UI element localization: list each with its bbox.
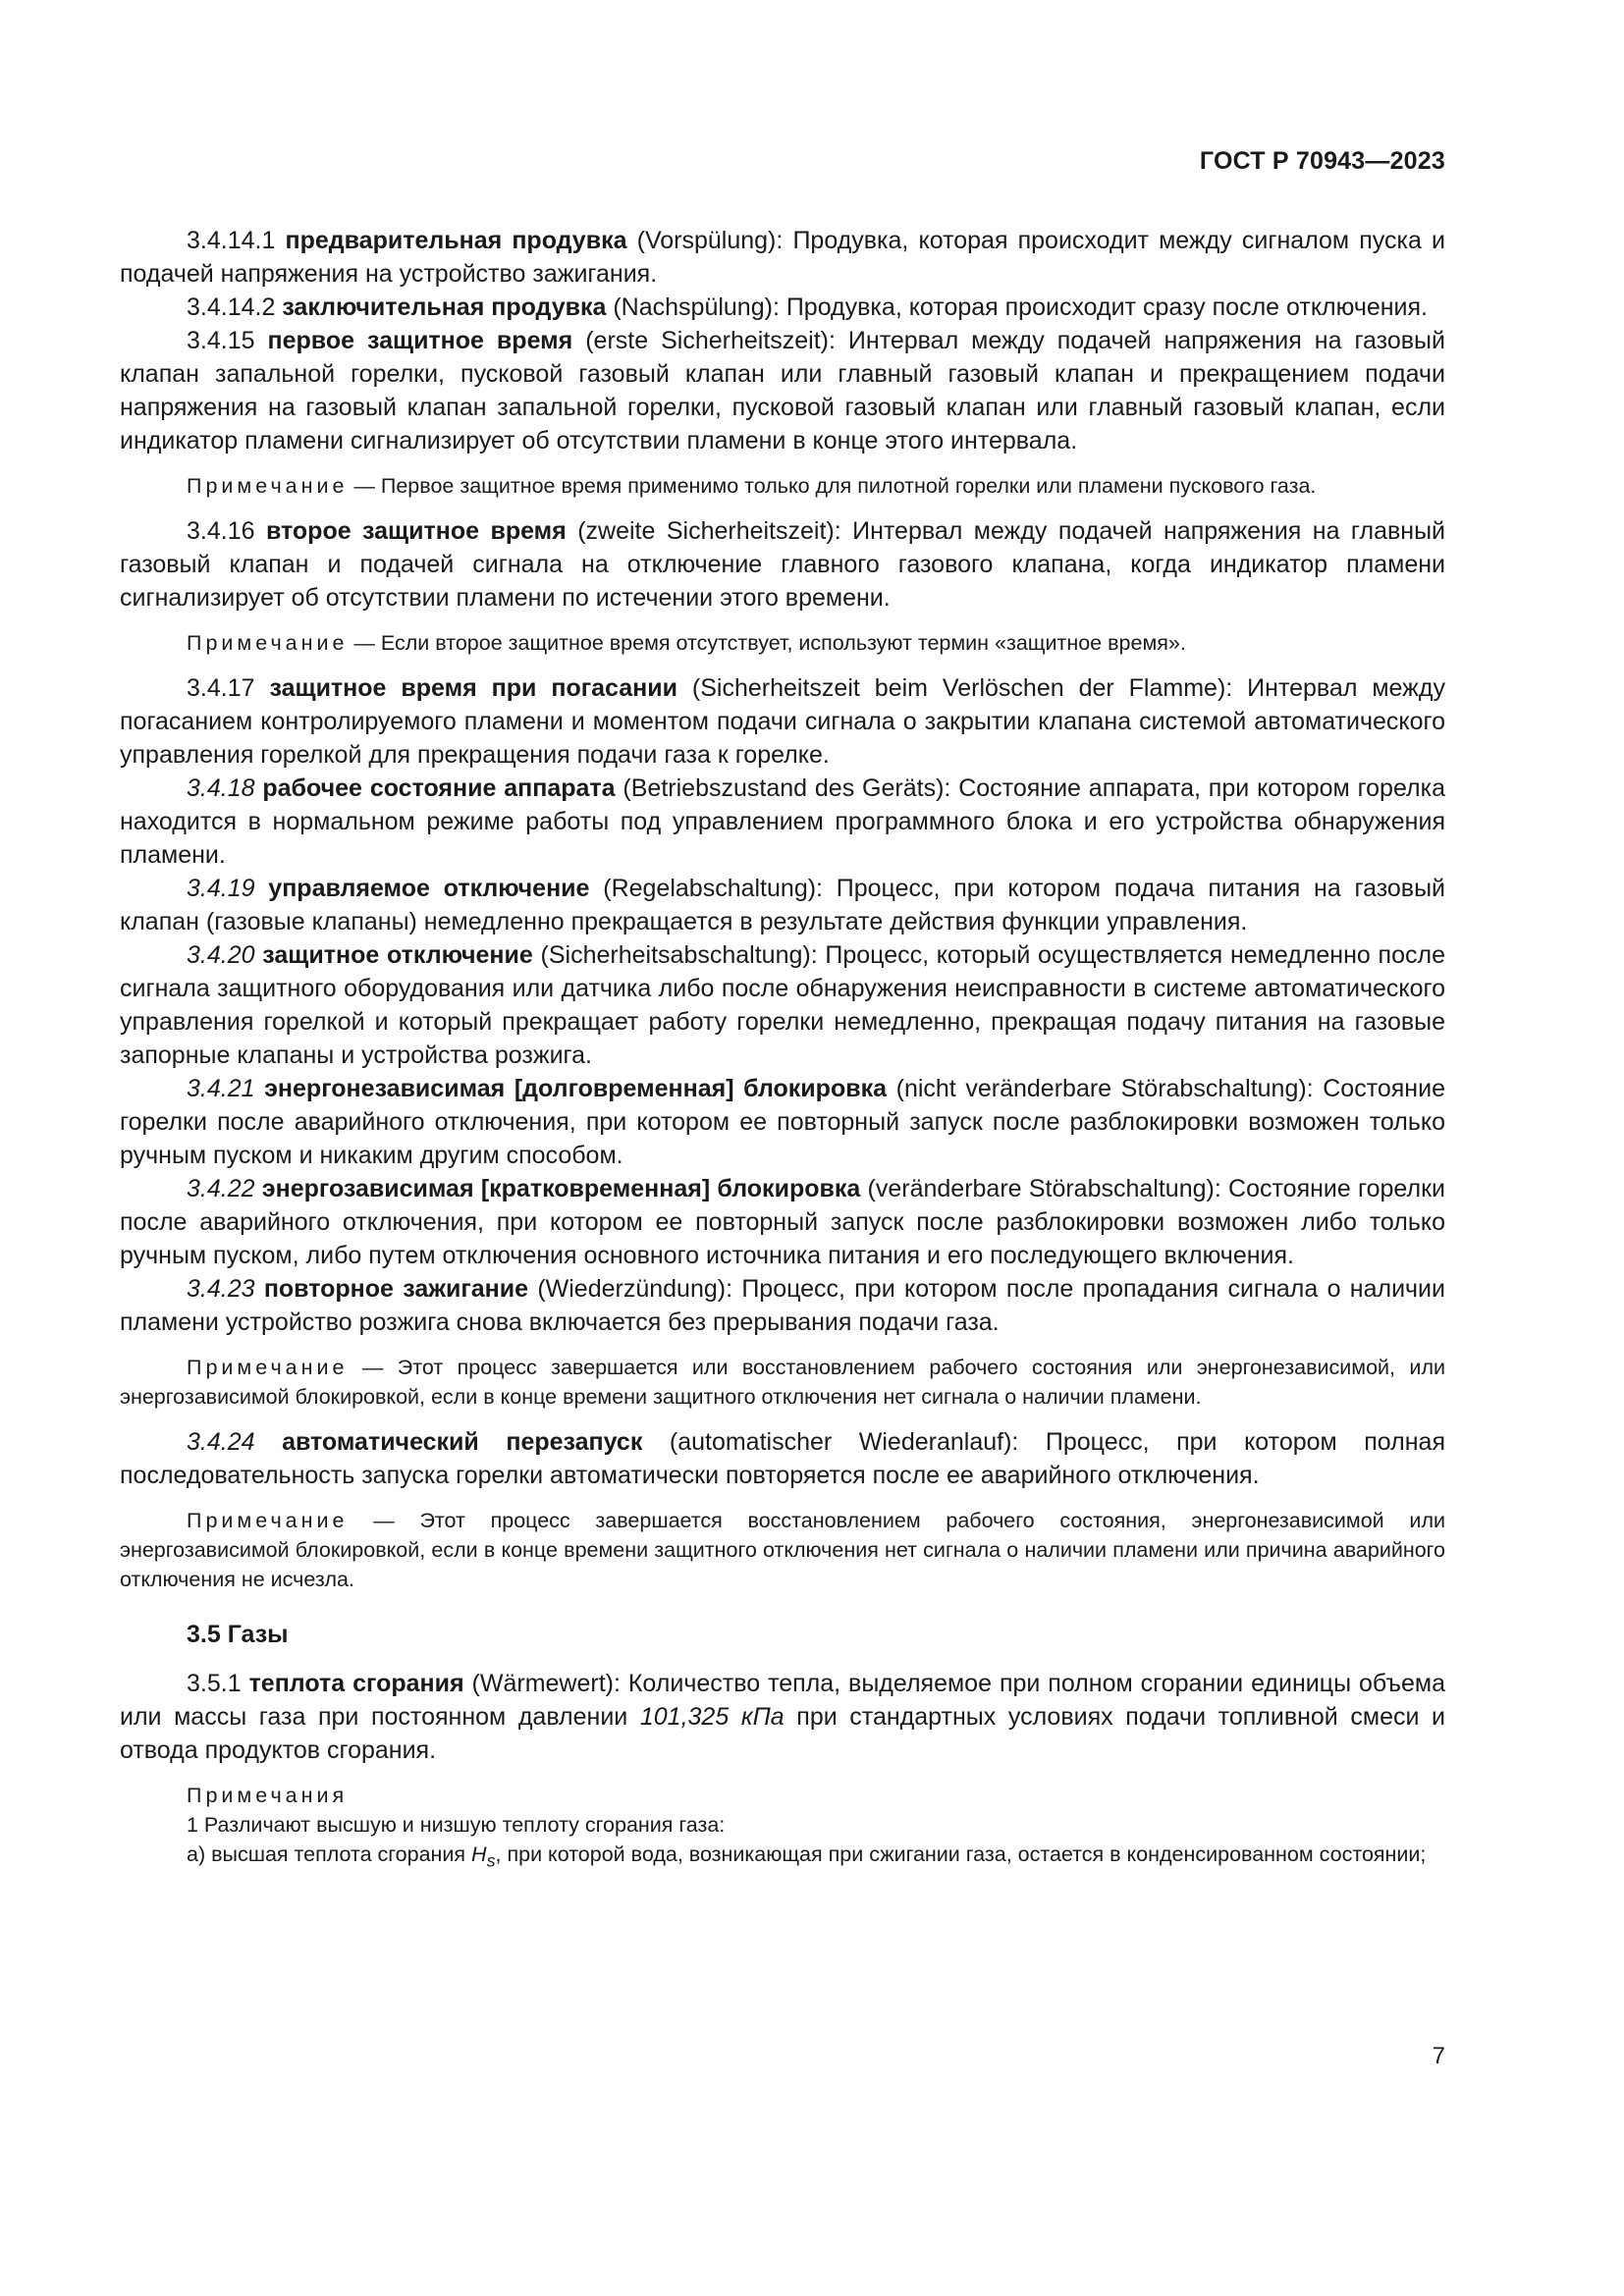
notes-heading: Примечания — [187, 1784, 349, 1807]
symbol-h: H — [471, 1842, 487, 1866]
definition-3-4-18: 3.4.18 рабочее состояние аппарата (Betriebszustand des Geräts): Состояние аппарата, при котором горелка находится в нормальном режиме работы под управлением программного блока и его устройства обнаружения пламени. — [120, 774, 1445, 869]
term: энергонезависимая [долговременная] блокировка — [264, 1075, 888, 1102]
term: рабочее состояние аппарата — [262, 774, 616, 802]
definition-3-4-22: 3.4.22 энергозависимая [кратковременная] блокировка (veränderbare Störabschaltung): Состояние горелки после аварийного отключения, при котором ее повторный запуск после разблокировки возможен либо только ручным пуском, либо путем отключения основного источника питания и его последующего включения. — [120, 1175, 1445, 1269]
definition-3-4-23: 3.4.23 повторное зажигание (Wiederzündung): Процесс, при котором после пропадания сигнала о наличии пламени устройство розжига снова включается без прерывания подачи газа. — [120, 1275, 1445, 1336]
page-number: 7 — [1432, 2043, 1445, 2069]
term: энергозависимая [кратковременная] блокировка — [261, 1175, 861, 1202]
note-3-4-23: Примечание — Этот процесс завершается или восстановлением рабочего состояния или энергонезависимой, или энергозависимой блокировкой, если в конце времени защитного отключения нет сигнала о наличии пламени. — [120, 1356, 1445, 1409]
note-item-1: 1 Различают высшую и низшую теплоту сгорания газа: — [187, 1813, 726, 1837]
pressure-value: 101,325 кПа — [639, 1703, 785, 1731]
definition-3-4-16: 3.4.16 второе защитное время (zweite Sicherheitszeit): Интервал между подачей напряжения на главный газовый клапан и подачей сигнала на отключение главного газового клапана, когда индикатор пламени сигнализирует об отсутствии пламени по истечении этого времени. — [120, 517, 1446, 612]
section-heading-3-5: 3.5 Газы — [187, 1621, 289, 1648]
term: защитное время при погасании — [269, 674, 677, 702]
note-3-4-24: Примечание — Этот процесс завершается восстановлением рабочего состояния, энергонезависимой или энергозависимой блокировкой, если в конце времени защитного отключения нет сигнала о наличии пламени или причина аварийного отключения не исчезла. — [120, 1509, 1445, 1591]
term: первое защитное время — [267, 327, 573, 354]
definition-3-4-24: 3.4.24 автоматический перезапуск (automatischer Wiederanlauf): Процесс, при котором полная последовательность запуска горелки автоматически повторяется после ее аварийного отключения. — [120, 1428, 1445, 1489]
definition-3-5-1: 3.5.1 теплота сгорания (Wärmewert): Количество тепла, выделяемое при полном сгорании единицы объема или массы газа при постоянном давлении 101,325 кПа при стандартных условиях подачи топливной смеси и отвода продуктов сгорания. — [120, 1670, 1446, 1764]
definition-3-4-19: 3.4.19 управляемое отключение (Regelabschaltung): Процесс, при котором подача питания на газовый клапан (газовые клапаны) немедленно прекращается в результате действия функции управления. — [120, 875, 1446, 935]
page-content — [120, 224, 1445, 1875]
term: предварительная продувка — [285, 227, 627, 254]
definition-3-4-21: 3.4.21 энергонезависимая [долговременная] блокировка (nicht veränderbare Störabschaltung): Состояние горелки после аварийного отключения, при котором ее повторный запуск после разблокировки возможен только ручным пуском и никаким другим способом. — [120, 1075, 1445, 1169]
note-3-4-15: Примечание — Первое защитное время применимо только для пилотной горелки или пламени пускового газа. — [187, 474, 1317, 498]
definition-3-4-20: 3.4.20 защитное отключение (Sicherheitsabschaltung): Процесс, который осуществляется немедленно после сигнала защитного оборудования или датчика либо после обнаружения неисправности в системе автоматического управления горелкой и который прекращает работу горелки немедленно, прекращая подачу питания на газовые запорные клапаны и устройства розжига. — [120, 941, 1445, 1069]
term: повторное зажигание — [263, 1275, 529, 1303]
note-label: Примечание — [187, 474, 349, 498]
term: второе защитное время — [265, 517, 567, 545]
document-header: ГОСТ Р 70943—2023 — [1199, 147, 1445, 175]
note-label: Примечание — [187, 1509, 349, 1532]
note-item-a: а) высшая теплота сгорания $H_s$, при которой вода, возникающая при сжигании газа, остается в конденсированном состоянии; — [187, 1842, 1427, 1871]
term: теплота сгорания — [248, 1670, 464, 1697]
definition-3-4-15: 3.4.15 первое защитное время (erste Sicherheitszeit): Интервал между подачей напряжения на газовый клапан запальной горелки, пусковой газовый клапан или главный газовый клапан и прекращением подачи напряжения на газовый клапан запальной горелки, пусковой газовый клапан или главный газовый клапан, если индикатор пламени сигнализирует об отсутствии пламени в конце этого интервала. — [120, 327, 1445, 454]
note-label: Примечание — [187, 1356, 349, 1379]
definition-3-4-14-1: 3.4.14.1 предварительная продувка (Vorspülung): Продувка, которая происходит между сигналом пуска и подачей напряжения на устройство зажигания. — [120, 227, 1445, 288]
definition-3-4-14-2: 3.4.14.2 заключительная продувка (Nachspülung): Продувка, которая происходит сразу после отключения. — [187, 294, 1429, 321]
term: заключительная продувка — [282, 294, 607, 321]
term: защитное отключение — [262, 941, 533, 969]
note-label: Примечание — [187, 631, 349, 655]
term: автоматический перезапуск — [282, 1428, 643, 1456]
symbol-subscript: s — [486, 1850, 496, 1871]
term: управляемое отключение — [268, 875, 590, 902]
note-3-4-16: Примечание — Если второе защитное время отсутствует, используют термин «защитное время». — [187, 631, 1186, 655]
definition-3-4-17: 3.4.17 защитное время при погасании (Sicherheitszeit beim Verlöschen der Flamme): Интервал между погасанием контролируемого пламени и моментом подачи сигнала о закрытии клапана системой автоматического управления горелкой для прекращения подачи газа к горелке. — [120, 674, 1445, 769]
